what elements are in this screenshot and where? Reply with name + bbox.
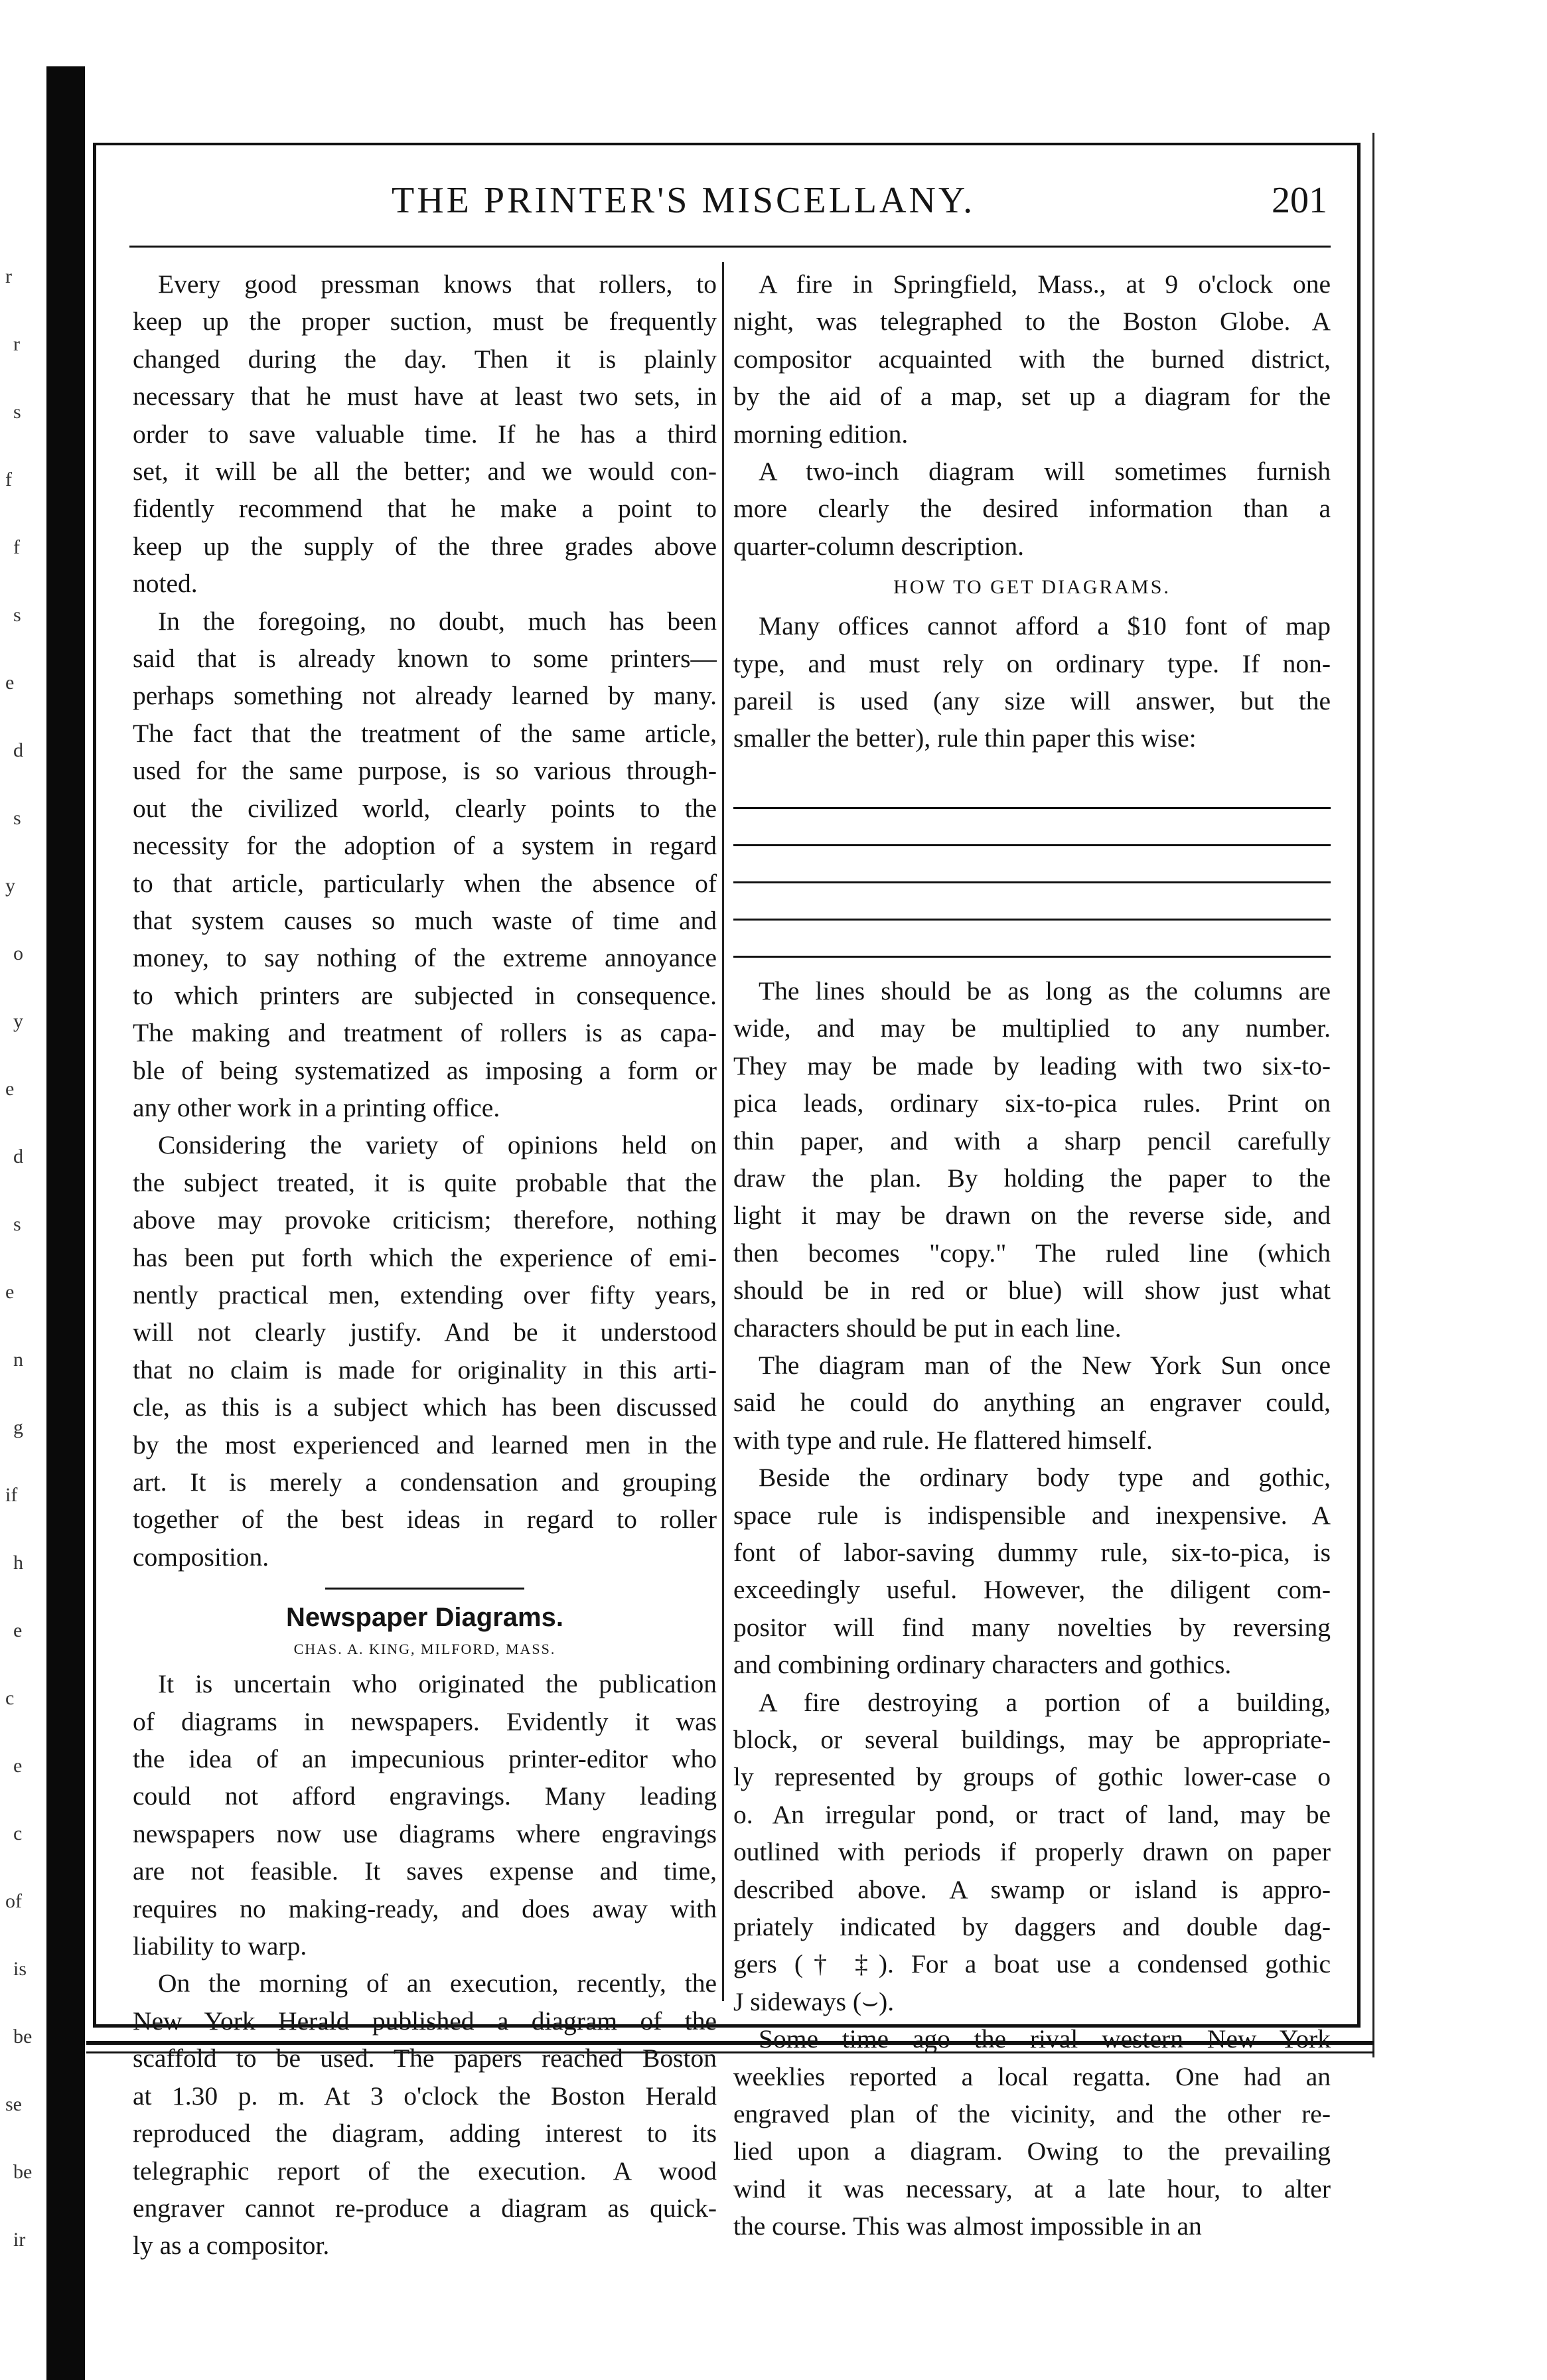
paragraph: [133, 1665, 717, 1965]
text-line: said he could do anything an engraver could,: [733, 1388, 1331, 1418]
paragraph: [733, 453, 1331, 565]
text-line: any other work in a printing office.: [133, 1092, 500, 1122]
text-line: money, to say nothing of the extreme annoyance: [133, 943, 717, 973]
text-line: type, and must rely on ordinary type. If non-: [733, 648, 1331, 678]
margin-fragment: ir: [13, 2229, 26, 2251]
text-line: ly as a compositor.: [133, 2231, 330, 2261]
text-line: perhaps something not already learned by many.: [133, 681, 717, 711]
text-line: described above. A swamp or island is appro-: [733, 1874, 1331, 1904]
text-line: ble of being systematized as imposing a form or: [133, 1055, 717, 1085]
text-line: together of the best ideas in regard to roller: [133, 1505, 717, 1534]
text-line: In the foregoing, no doubt, much has been: [158, 606, 717, 636]
margin-fragment: s: [13, 1213, 21, 1235]
text-line: the subject treated, it is quite probable that the: [133, 1167, 717, 1197]
margin-fragment: of: [5, 1890, 22, 1912]
text-line: could not afford engravings. Many leading: [133, 1781, 717, 1811]
text-line: positor will find many novelties by reversing: [733, 1612, 1331, 1642]
margin-fragment: n: [13, 1349, 23, 1371]
text-line: engraved plan of the vicinity, and the other re-: [733, 2099, 1331, 2129]
margin-fragment: d: [13, 739, 23, 761]
margin-fragment: h: [13, 1552, 23, 1574]
text-line: morning edition.: [733, 419, 909, 449]
text-line: wind it was necessary, at a late hour, to alter: [733, 2174, 1331, 2203]
text-line: newspapers now use diagrams where engravings: [133, 1819, 717, 1848]
text-line: New York Herald published a diagram of the: [133, 2006, 717, 2036]
margin-fragment: be: [13, 2161, 33, 2183]
margin-fragment: r: [13, 333, 20, 355]
text-line: more clearly the desired information than a: [733, 494, 1331, 524]
text-line: that system causes so much waste of time and: [133, 905, 717, 935]
text-line: reproduced the diagram, adding interest to its: [133, 2119, 717, 2148]
text-line: should be in red or blue) will show just what: [733, 1276, 1331, 1305]
text-line: scaffold to be used. The papers reached Boston: [133, 2044, 717, 2073]
text-line: liability to warp.: [133, 1931, 307, 1961]
text-line: A fire destroying a portion of a building,: [759, 1687, 1331, 1717]
text-line: noted.: [133, 569, 198, 599]
margin-fragment: s: [13, 807, 21, 829]
text-line: has been put forth which the experience of emi-: [133, 1242, 717, 1272]
text-line: thin paper, and with a sharp pencil carefully: [733, 1126, 1331, 1155]
ruled-line: [733, 883, 1331, 921]
text-line: engraver cannot re-produce a diagram as quick-: [133, 2193, 717, 2223]
margin-fragment: e: [5, 1281, 15, 1303]
text-line: weeklies reported a local regatta. One had an: [733, 2061, 1331, 2091]
text-line: The fact that the treatment of the same article,: [133, 718, 717, 748]
text-line: at 1.30 p. m. At 3 o'clock the Boston Herald: [133, 2081, 717, 2111]
ruled-line: [733, 772, 1331, 809]
text-line: requires no making-ready, and does away with: [133, 1894, 717, 1923]
text-line: changed during the day. Then it is plainly: [133, 344, 717, 374]
text-line: smaller the better), rule thin paper this wise:: [733, 723, 1197, 753]
margin-fragment: f: [5, 469, 12, 490]
text-line: and combining ordinary characters and gothics.: [733, 1650, 1232, 1680]
text-line: They may be made by leading with two six-to-: [733, 1051, 1331, 1080]
text-line: draw the plan. By holding the paper to the: [733, 1163, 1331, 1193]
text-line: telegraphic report of the execution. A wood: [133, 2156, 717, 2186]
text-line: Considering the variety of opinions held on: [158, 1130, 717, 1160]
margin-fragment: s: [13, 604, 21, 626]
page-number: 201: [1272, 180, 1327, 221]
text-line: block, or several buildings, may be appropriate-: [733, 1725, 1331, 1754]
text-line: to that article, particularly when the absence of: [133, 868, 717, 898]
text-line: order to save valuable time. If he has a third: [133, 419, 717, 449]
ruled-lines-example: [733, 769, 1331, 960]
text-line: set, it will be all the better; and we would con-: [133, 457, 717, 486]
text-line: then becomes "copy." The ruled line (which: [733, 1238, 1331, 1268]
margin-fragment: y: [5, 875, 15, 897]
margin-fragment: o: [13, 942, 23, 964]
margin-fragment: s: [13, 401, 21, 423]
text-line: Beside the ordinary body type and gothic,: [759, 1463, 1331, 1493]
text-line: exceedingly useful. However, the diligent com-: [733, 1575, 1331, 1605]
text-line: pica leads, ordinary six-to-pica rules. Print on: [733, 1088, 1331, 1118]
text-line: keep up the proper suction, must be frequently: [133, 307, 717, 336]
paragraph: [133, 603, 717, 1127]
paragraph: [133, 265, 717, 603]
running-title: THE PRINTER'S MISCELLANY.: [392, 180, 976, 221]
column-divider: [722, 262, 724, 2001]
binding-shadow: [46, 66, 85, 2380]
text-line: The diagram man of the New York Sun once: [759, 1350, 1331, 1380]
text-line: space rule is indispensible and inexpensive. A: [733, 1500, 1331, 1530]
text-line: A two-inch diagram will sometimes furnish: [759, 457, 1331, 486]
text-line: o. An irregular pond, or tract of land, may be: [733, 1799, 1331, 1829]
text-line: wide, and may be multiplied to any number.: [733, 1013, 1331, 1043]
left-column: [133, 265, 717, 2265]
ruled-line: [733, 921, 1331, 958]
text-line: necessity for the adoption of a system in regard: [133, 831, 717, 861]
paragraph: [733, 1459, 1331, 1683]
text-line: characters should be put in each line.: [733, 1313, 1122, 1343]
paragraph: [133, 1126, 717, 1576]
text-line: cle, as this is a subject which has been discussed: [133, 1392, 717, 1422]
article-byline: CHAS. A. KING, MILFORD, MASS.: [293, 1641, 556, 1658]
text-line: necessary that he must have at least two sets, in: [133, 382, 717, 411]
text-line: quarter-column description.: [733, 531, 1024, 561]
text-line: It is uncertain who originated the publication: [158, 1669, 717, 1699]
margin-fragment: f: [13, 536, 20, 558]
text-line: by the most experienced and learned men in the: [133, 1430, 717, 1459]
text-line: with type and rule. He flattered himself.: [733, 1425, 1153, 1455]
margin-fragment: e: [5, 1078, 15, 1100]
text-line: lied upon a diagram. Owing to the prevailing: [733, 2136, 1331, 2166]
binding-margin: [0, 133, 46, 2257]
text-line: keep up the supply of the three grades above: [133, 531, 717, 561]
header-rule: [129, 246, 1331, 248]
text-line: Every good pressman knows that rollers, to: [158, 269, 717, 299]
text-line: font of labor-saving dummy rule, six-to-pica, is: [733, 1537, 1331, 1567]
text-line: by the aid of a map, set up a diagram for the: [733, 382, 1331, 411]
text-line: that no claim is made for originality in this arti-: [133, 1355, 717, 1384]
text-line: used for the same purpose, is so various through-: [133, 756, 717, 786]
margin-fragment: g: [13, 1416, 23, 1438]
text-line: night, was telegraphed to the Boston Globe. A: [733, 307, 1331, 336]
text-line: Many offices cannot afford a $10 font of map: [759, 611, 1331, 641]
margin-fragment: e: [13, 1755, 23, 1777]
text-line: light it may be drawn on the reverse side, and: [733, 1201, 1331, 1230]
paragraph: [733, 972, 1331, 1347]
paragraph: [733, 1684, 1331, 2021]
margin-fragment: r: [5, 265, 12, 287]
text-line: compositor acquainted with the burned district,: [733, 344, 1331, 374]
paragraph: [133, 1965, 717, 2264]
text-line: art. It is merely a condensation and grouping: [133, 1467, 717, 1497]
subheading: HOW TO GET DIAGRAMS.: [893, 576, 1171, 599]
text-line: On the morning of an execution, recently, the: [158, 1969, 717, 1998]
text-line: the course. This was almost impossible in an: [733, 2211, 1202, 2241]
margin-fragment: e: [5, 672, 15, 694]
text-line: pareil is used (any size will answer, but the: [733, 686, 1331, 716]
paragraph: [733, 2020, 1331, 2245]
page-frame-outer-rule: [1367, 133, 1374, 2057]
text-line: gers († ‡). For a boat use a condensed gothic: [733, 1949, 1331, 1979]
text-line: priately indicated by daggers and double dag-: [733, 1912, 1331, 1942]
text-line: will not clearly justify. And be it understood: [133, 1317, 717, 1347]
margin-fragment: if: [5, 1484, 18, 1506]
text-line: The making and treatment of rollers is as capa-: [133, 1018, 717, 1048]
text-line: are not feasible. It saves expense and time,: [133, 1856, 717, 1886]
text-line: J sideways (⌣).: [733, 1986, 895, 2016]
margin-fragment: y: [13, 1010, 23, 1032]
margin-fragment: se: [5, 2093, 22, 2115]
text-line: above may provoke criticism; therefore, nothing: [133, 1205, 717, 1235]
text-line: fidently recommend that he make a point to: [133, 494, 717, 524]
paragraph: [733, 607, 1331, 757]
text-line: the idea of an impecunious printer-editor who: [133, 1744, 717, 1774]
text-line: of diagrams in newspapers. Evidently it was: [133, 1706, 717, 1736]
ruled-line: [733, 809, 1331, 846]
text-line: Some time ago the rival western New York: [759, 2024, 1331, 2054]
article-title: Newspaper Diagrams.: [286, 1603, 563, 1633]
paragraph: [733, 1347, 1331, 1459]
ruled-line: [733, 846, 1331, 883]
section-divider: [325, 1588, 524, 1590]
text-line: The lines should be as long as the columns are: [759, 976, 1331, 1005]
running-header: [133, 179, 1341, 232]
text-line: ly represented by groups of gothic lower-case o: [733, 1762, 1331, 1792]
margin-fragment: d: [13, 1146, 23, 1167]
text-line: composition.: [133, 1542, 269, 1572]
right-column: [733, 265, 1331, 2245]
text-line: outlined with periods if properly drawn on paper: [733, 1837, 1331, 1867]
paragraph: [733, 265, 1331, 453]
text-line: to which printers are subjected in consequence.: [133, 980, 717, 1010]
text-line: A fire in Springfield, Mass., at 9 o'clock one: [759, 269, 1331, 299]
text-line: nently practical men, extending over fifty years,: [133, 1280, 717, 1309]
margin-fragment: c: [5, 1687, 15, 1709]
margin-fragment: is: [13, 1958, 27, 1980]
text-line: said that is already known to some printers—: [133, 644, 717, 674]
margin-fragment: be: [13, 2026, 33, 2047]
margin-fragment: c: [13, 1822, 23, 1844]
text-line: out the civilized world, clearly points to the: [133, 793, 717, 823]
margin-fragment: e: [13, 1619, 23, 1641]
